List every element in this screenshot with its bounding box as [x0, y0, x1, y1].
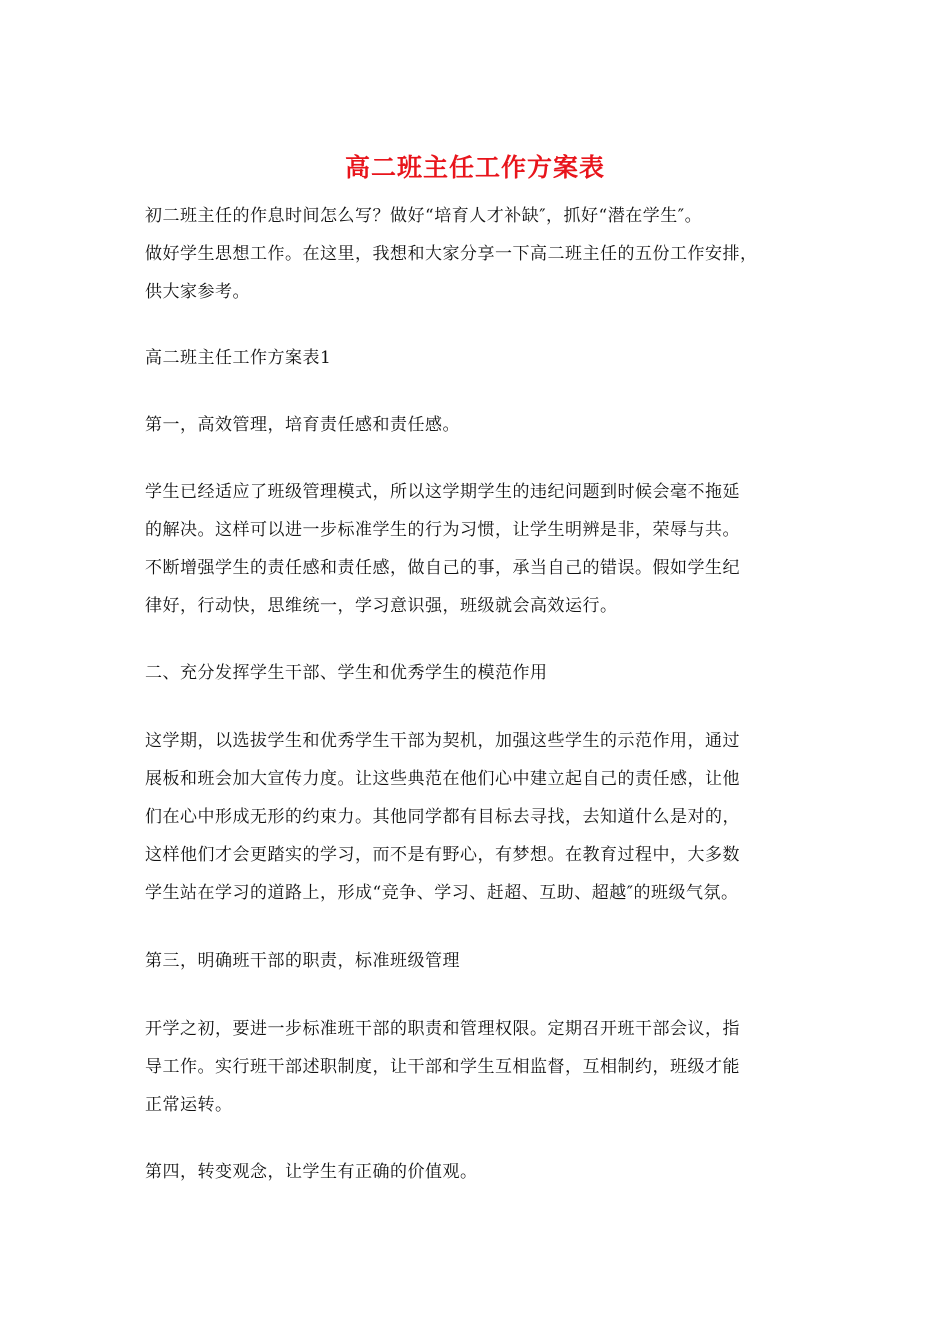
paragraph-line: 律好，行动快，思维统一，学习意识强，班级就会高效运行。 — [145, 596, 618, 616]
intro-line: 供大家参考。 — [145, 282, 250, 302]
paragraph-line: 这样他们才会更踏实的学习，而不是有野心，有梦想。在教育过程中，大多数 — [145, 845, 740, 865]
section3-paragraph — [145, 1010, 813, 1124]
document-title: 高二班主任工作方案表 — [344, 153, 605, 182]
paragraph-line: 学生已经适应了班级管理模式，所以这学期学生的违纪问题到时候会毫不拖延 — [145, 482, 740, 502]
paragraph-line: 学生站在学习的道路上，形成“竞争、学习、赶超、互助、超越″的班级气氛。 — [145, 883, 739, 903]
paragraph-line: 开学之初，要进一步标准班干部的职责和管理权限。定期召开班干部会议，指 — [145, 1019, 740, 1039]
paragraph-line: 正常运转。 — [145, 1095, 233, 1115]
section4-heading — [145, 1153, 813, 1191]
heading-line: 二、充分发挥学生干部、学生和优秀学生的模范作用 — [145, 663, 548, 683]
section2-heading — [145, 654, 813, 692]
section3-heading — [145, 942, 813, 980]
intro-paragraph — [145, 197, 813, 311]
heading-line: 第三，明确班干部的职责，标准班级管理 — [145, 951, 460, 971]
paragraph-line: 的解决。这样可以进一步标准学生的行为习惯，让学生明辨是非，荣辱与共。 — [145, 520, 740, 540]
paragraph-line: 们在心中形成无形的约束力。其他同学都有目标去寻找，去知道什么是对的， — [145, 807, 740, 827]
paragraph-line: 展板和班会加大宣传力度。让这些典范在他们心中建立起自己的责任感，让他 — [145, 769, 740, 789]
plan-subheading — [145, 339, 813, 377]
heading-line: 第一，高效管理，培育责任感和责任感。 — [145, 415, 460, 435]
subheading-line: 高二班主任工作方案表1 — [145, 348, 332, 368]
paragraph-line: 这学期，以选拔学生和优秀学生干部为契机，加强这些学生的示范作用，通过 — [145, 731, 740, 751]
heading-line: 第四，转变观念，让学生有正确的价值观。 — [145, 1162, 478, 1182]
intro-line: 做好学生思想工作。在这里，我想和大家分享一下高二班主任的五份工作安排， — [145, 244, 758, 264]
section1-paragraph — [145, 473, 813, 625]
section1-heading — [145, 406, 813, 444]
paragraph-line: 不断增强学生的责任感和责任感，做自己的事，承当自己的错误。假如学生纪 — [145, 558, 740, 578]
section2-paragraph — [145, 722, 813, 912]
intro-line: 初二班主任的作息时间怎么写？做好“培育人才补缺″，抓好“潜在学生″。 — [145, 206, 703, 226]
paragraph-line: 导工作。实行班干部述职制度，让干部和学生互相监督，互相制约，班级才能 — [145, 1057, 740, 1077]
